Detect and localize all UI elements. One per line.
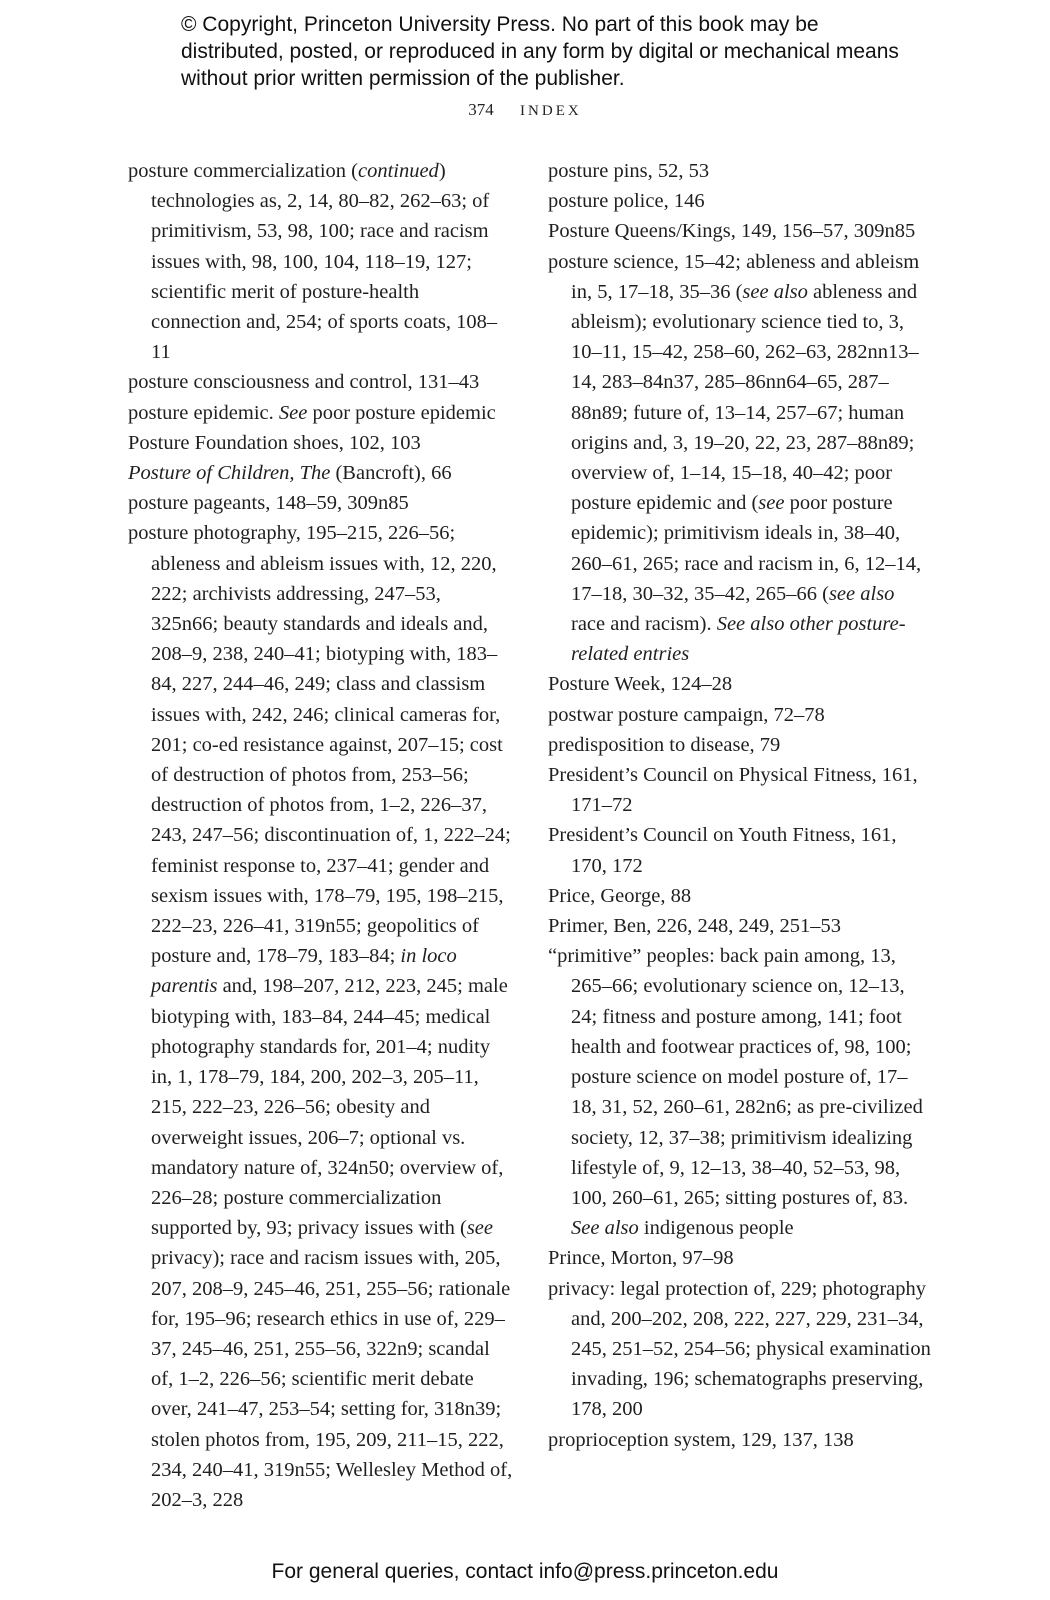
cross-reference-label: see also [742, 280, 808, 303]
entry-text: posture epidemic. [128, 401, 279, 424]
continued-label: continued [357, 160, 439, 182]
cross-reference-label: see [758, 492, 785, 515]
cross-reference-label: See also [571, 1217, 639, 1240]
cross-reference-label: see also [828, 582, 895, 605]
entry-text: (Bancroft), 66 [330, 462, 452, 485]
index-entry: Prince, Morton, 97–98 [548, 1247, 734, 1270]
index-entry-continued-heading [128, 156, 513, 186]
index-entry: Primer, Ben, 226, 248, 249, 251–53 [548, 915, 841, 938]
index-entry: President’s Council on Physical Fitness, 161, 171–72 [548, 764, 918, 817]
index-entry: Posture Week, 124–28 [548, 673, 733, 696]
index-entry-primitive-peoples [548, 941, 933, 1243]
entry-text: poor posture epidemic); primitivism ideals in, 38–40, 260–61, 265; race and racism in, 6, 12–14, 17–18, 30–32, 35–42, 265–66 ( [571, 492, 922, 605]
index-entry: Price, George, 88 [548, 884, 692, 907]
index-entry: posture consciousness and control, 131–43 [128, 371, 480, 394]
entry-text: “primitive” peoples: back pain among, 13, 265–66; evolutionary science on, 12–13, 24; fitness and posture among, 141; foot health and footwear practices of, 98, 100; posture science on model posture of, 17–18, 31, 52, 260–61, 282n6; as pre-civilized society, 12, 37–38; primitivism idealizing lifestyle of, 9, 12–13, 38–40, 52–53, 98, 100, 260–61, 265; sitting postures of, 83. [548, 945, 923, 1209]
index-entry: posture police, 146 [548, 190, 705, 213]
index-entry: privacy: legal protection of, 229; photography and, 200–202, 208, 222, 227, 229, 231–34, 245, 251–52, 254–56; physical examination invading, 196; schematographs preserving, 178, 200 [548, 1277, 931, 1421]
index-entry-posture-photography [128, 518, 513, 1515]
index-entry: postwar posture campaign, 72–78 [548, 703, 825, 726]
entry-text: and, 198–207, 212, 223, 245; male biotyping with, 183–84, 244–45; medical photography standards for, 201–4; nudity in, 1, 178–79, 184, 200, 202–3, 205–11, 215, 222–23, 226–56; obesity and overweight issues, 206–7; optional vs. mandatory nature of, 324n50; overview of, 226–28; posture commercialization supported by, 93; privacy issues with ( [151, 975, 508, 1240]
entry-text: race and racism). [571, 613, 717, 636]
index-column-left [128, 156, 513, 1515]
index-entry: posture pageants, 148–59, 309n85 [128, 492, 409, 515]
index-entry [128, 458, 513, 488]
page-number: 374 [468, 100, 494, 119]
index-entry-continued-body: technologies as, 2, 14, 80–82, 262–63; of primitivism, 53, 98, 100; race and racism issues with, 98, 100, 104, 118–19, 127; scientific merit of posture-health connection and, 254; of sports coats, 108–11 [151, 190, 498, 364]
index-entry: President’s Council on Youth Fitness, 161, 170, 172 [548, 824, 897, 877]
entry-text: privacy); race and racism issues with, 205, 207, 208–9, 245–46, 251, 255–56; rationale for, 195–96; research ethics in use of, 229–37, 245–46, 251, 255–56, 322n9; scandal of, 1–2, 226–56; scientific merit debate over, 241–47, 253–54; setting for, 318n39; stolen photos from, 195, 209, 211–15, 222, 234, 240–41, 319n55; Wellesley Method of, 202–3, 228 [151, 1247, 513, 1511]
entry-text: posture science, 15–42; ableness and ableism in, 5, 17–18, 35–36 ( [548, 250, 920, 303]
book-title: Posture of Children, The [128, 462, 331, 485]
footer-contact: For general queries, contact info@press.princeton.edu [271, 1560, 779, 1583]
running-head [0, 100, 1050, 120]
entry-text: indigenous people [638, 1217, 794, 1240]
index-column-right [548, 156, 933, 1455]
entry-text: posture photography, 195–215, 226–56; ableness and ableism issues with, 12, 220, 222; archivists addressing, 247–53, 325n66; beauty standards and ideals and, 208–9, 238, 240–41; biotyping with, 183–84, 227, 244–46, 249; class and classism issues with, 242, 246; clinical cameras for, 201; co-ed resistance against, 207–15; cost of destruction of photos from, 253–56; destruction of photos from, 1–2, 226–37, 243, 247–56; discontinuation of, 1, 222–24; feminist response to, 237–41; gender and sexism issues with, 178–79, 195, 198–215, 222–23, 226–41, 319n55; geopolitics of posture and, 178–79, 183–84; [128, 522, 511, 968]
entry-text: ableness and ableism); evolutionary science tied to, 3, 10–11, 15–42, 258–60, 262–63, 282nn13–14, 283–84n37, 285–86nn64–65, 287–88n89; future of, 13–14, 257–67; human origins and, 3, 19–20, 22, 23, 287–88n89; overview of, 1–14, 15–18, 40–42; poor posture epidemic and ( [571, 280, 919, 515]
italic-term: in loco parentis [151, 945, 457, 998]
index-entry: posture pins, 52, 53 [548, 160, 710, 182]
entry-text: poor posture epidemic [307, 401, 496, 424]
section-title: INDEX [520, 103, 582, 119]
cross-reference-label: See [278, 401, 308, 424]
copyright-notice: © Copyright, Princeton University Press. No part of this book may be distributed, posted, or reproduced in any form by digital or mechanical means without prior written permission of the publisher. [181, 13, 899, 90]
index-entry-posture-science [548, 247, 933, 670]
index-entry: Posture Queens/Kings, 149, 156–57, 309n85 [548, 220, 916, 243]
index-entry: predisposition to disease, 79 [548, 733, 781, 756]
cross-reference-label: See also other posture-related entries [571, 613, 906, 666]
index-entry [128, 398, 513, 428]
entry-text: ) [438, 160, 446, 182]
cross-reference-label: see [466, 1217, 493, 1240]
index-entry: proprioception system, 129, 137, 138 [548, 1428, 854, 1451]
index-entry: Posture Foundation shoes, 102, 103 [128, 431, 421, 454]
entry-text: posture commercialization ( [128, 160, 358, 182]
